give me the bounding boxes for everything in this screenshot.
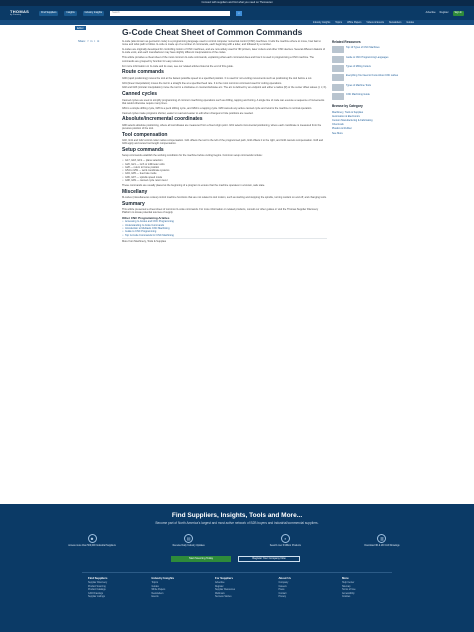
footer-link[interactable]: Guides [151,585,159,588]
section-heading: Route commands [122,69,164,76]
article-link[interactable]: • Accessing G-Codes and CNC Programming [122,220,327,223]
related-item[interactable] [332,46,404,53]
facebook-icon[interactable]: f [87,40,89,43]
footer-link[interactable]: Supplier Resources [215,589,236,592]
subnav-item[interactable]: Topics [335,20,343,24]
article-link[interactable]: • Introduction to Multiaxis CNC Machining [122,227,327,230]
related-heading: Related Resources [332,40,361,44]
start-sourcing-button[interactable]: Start Sourcing Today [171,556,231,562]
footer-link[interactable]: Contact [278,592,287,595]
thumbnail-image [332,74,344,81]
footer-stat-text: Access more than 500,000 Industrial Suppliers [68,545,116,547]
footer-columns [88,577,388,599]
footer-link[interactable]: Careers [278,585,287,588]
footer-link[interactable]: Sitemap [342,585,351,588]
related-item-title: CNC Machining Guide [346,93,370,97]
article-link[interactable]: • Top G-Code Commands for CNC Machining [122,234,327,237]
editor-badge[interactable]: Editor [77,26,84,30]
sidebar [332,40,404,135]
chart-icon: ▥ [377,534,386,543]
footer-column-heading: More [342,576,349,580]
related-item[interactable] [332,74,404,81]
footer-link[interactable]: Supplier Listings [88,595,105,598]
footer-stat [352,534,412,548]
site-footer [0,504,474,632]
thumbnail-image [332,56,344,63]
article-link[interactable]: • Understanding G-Code Commands [122,224,327,227]
subnav-item[interactable]: Industry Insights [312,20,331,24]
paragraph: Canned cycles are used to simplify programming of common machining operations such as drilling, tapping and boring. A single line of code can execute a sequence of movements that would otherwise require many lines. [122,98,325,105]
footer-link[interactable]: Terms of Use [342,589,356,592]
nav-find-suppliers[interactable]: Find Suppliers [41,11,57,15]
paragraph: G81 is a simple drilling cycle, G83 is a peck drilling cycle, and G84 is a tapping cycle. G80 cancels any active canned cycle and returns the machine to normal operation. [122,106,312,110]
logo-subtitle: by Xometry [10,13,22,16]
footer-link[interactable]: Product Catalogs [88,589,106,592]
header-right-links [426,11,464,16]
paragraph: G00 (rapid positioning) moves the tool at the fastest possible speed to a specified position. It is used for non-cutting movements such as positioning the tool before a cut. [122,76,312,80]
footer-stat-text: Receive Daily Industry Updates [172,545,205,547]
footer-link[interactable]: White Papers [151,589,166,592]
search-button[interactable] [236,11,242,16]
list-item: • G96, G97 — spindle speed mode [122,176,327,179]
related-item-title: Everything You Need to Know About CNC Lathes [346,74,399,78]
related-article-links [122,220,327,236]
section-heading: Setup commands [122,147,164,154]
more-articles-heading: Other CNC Programming Articles [122,216,170,221]
doc-icon: ▤ [184,534,193,543]
paragraph: M-codes (miscellaneous codes) control machine functions that are not related to tool motion, such as starting and stopping the spindle, turning coolant on and off, and changing tools. [122,196,327,200]
paragraph: This article presented a cheat sheet of common G-code commands. For more information on related products, consult our other guides or visit the Thomas Supplier Discovery Platform to locate potential sources of supply. [122,208,319,215]
search-icon: ⌕ [281,534,290,543]
paragraph: For more information on G-code and its uses, see our related articles listed at the end of this guide. [122,64,234,68]
thumbnail-image [332,46,344,53]
page-title: G-Code Cheat Sheet of Common Commands [122,27,303,37]
footer-link[interactable]: Press [278,589,285,592]
share-bar [78,40,99,44]
footer-column-heading: Find Suppliers [88,576,108,580]
footer-column-heading: Industry Insights [151,576,175,580]
category-link[interactable]: Machinery, Tools & Supplies [332,110,364,114]
category-link[interactable]: Chemicals [332,122,344,126]
users-icon: ☻ [88,534,97,543]
related-item-title: Top 10 Types of CNC Machines [346,46,380,50]
footer-title: Find Suppliers, Insights, Tools and More... [171,512,303,519]
footer-link[interactable]: Events [151,595,159,598]
see-more-link[interactable]: See More [332,131,343,135]
footer-link[interactable]: Advertise [215,582,225,585]
article-body [122,40,327,245]
thumbnail-image [332,84,344,91]
logo[interactable] [10,10,29,16]
related-item-title: Types of Milling Cutters [346,65,371,69]
thumbnail-image [332,65,344,72]
nav-industry-insights[interactable]: Industry Insights [84,11,103,15]
list-item: • G20, G21 — inch or millimeter units [122,163,327,166]
twitter-icon[interactable]: t [94,40,96,43]
paragraph: More from Machinery, Tools & Supplies [122,240,167,244]
related-item[interactable] [332,93,404,100]
list-item: • G17, G18, G19 — plane selection [122,159,327,162]
footer-column [152,577,198,599]
search-input[interactable]: Search [110,11,230,16]
footer-column [88,577,134,599]
paragraph: Canned cycles make programs shorter, easier to read and easier to edit when changes to hole positions are needed. [122,111,254,115]
paragraph: Setup commands establish the working conditions for the machine before cutting begins. Common setup commands include: [122,154,263,158]
logo-title: THOMAS [10,8,30,14]
category-link[interactable]: Automation & Electronics [332,114,360,118]
paragraph: G-codes are originally developed for controlling motion of CNC machines, and are now widely used for 3D printers, laser cutters and other CNC devices. Several different dialects of G-code exist, and each manufacturer may have slightly different interpretations of the codes. [122,48,325,55]
setup-command-list [122,159,327,182]
paragraph: G01 (linear interpolation) moves the tool in a straight line at a specified feed rate. It is the most common command used for cutting operations. [122,81,282,85]
nav-insights[interactable]: Insights [66,11,75,15]
article-link[interactable]: • Guide to CNC Programming [122,230,327,233]
related-item-title: Types of Machine Tools [346,83,371,87]
footer-link[interactable]: Company [278,582,289,585]
section-heading: Absolute/incremental coordinates [122,116,203,123]
paragraph: G02 and G03 (circular interpolation) move the tool in a clockwise or counterclockwise arc. The arc is defined by an endpoint and either a radius (R) or the center offset values (I, J, K). [122,86,327,90]
footer-subtitle: Become part of North America's largest and most active network of B2B buyers and industrial/commercial suppliers. [155,521,319,525]
section-heading: Tool compensation [122,131,168,138]
list-item: • G98, G99 — canned cycle return level [122,179,327,182]
thumbnail-image [332,93,344,100]
related-list [332,46,404,100]
divider [122,238,327,239]
footer-link[interactable]: Cookies [342,595,351,598]
category-list [332,111,404,131]
share-label: Share: [78,40,86,43]
footer-link[interactable]: Accessibility [342,592,355,595]
related-item[interactable] [332,84,404,91]
site-header [0,6,474,20]
footer-stat [255,534,315,548]
list-item: • G28 — return to home position [122,166,327,169]
category-link[interactable]: Plastics & Rubber [332,126,352,130]
register-company-button[interactable]: Register Your Company Now [238,556,300,562]
footer-column-heading: For Suppliers [215,576,234,580]
advertise-link[interactable]: Advertise [425,11,436,15]
search-icon: ⌕ [238,10,240,15]
linkedin-icon[interactable]: in [90,40,93,43]
footer-column [342,577,388,599]
sign-in-button[interactable]: Sign In [454,11,462,15]
footer-link[interactable]: Supplier Discovery [88,582,108,585]
sub-navigation [0,20,474,25]
category-link[interactable]: Custom Manufacturing & Fabricating [332,118,373,122]
footer-stat [159,534,219,548]
footer-link[interactable]: Product Sourcing [88,585,106,588]
footer-column [279,577,325,599]
paragraph: This article provides a cheat sheet of the most common G-code commands, explaining what each command does and how it is used in programming a CNC machine. The commands are grouped by function for easy reference. [122,56,314,63]
related-item-title: Guide to CNC Programming Languages [346,55,389,59]
footer-stats [62,534,412,548]
email-icon[interactable]: ✉ [97,40,100,43]
footer-link[interactable]: Topics [151,582,159,585]
main-content [75,26,407,503]
footer-stat-text: Search over 6 Million Products [269,545,301,547]
subnav-item[interactable]: Guides [406,20,414,24]
section-heading: Summary [122,200,145,207]
paragraph: These commands are usually placed at the beginning of a program to ensure that the machine operates in a known, safe state. [122,183,265,187]
footer-link[interactable]: Register [215,585,224,588]
footer-link[interactable]: CAD Drawings [88,592,104,595]
footer-link[interactable]: Privacy [278,595,287,598]
subnav-item[interactable]: White Papers [347,20,362,24]
category-section [332,104,404,135]
related-item[interactable] [332,65,404,72]
footer-link[interactable]: Webinars [215,592,225,595]
section-heading: Canned cycles [122,91,158,98]
footer-link[interactable]: Help Center [342,582,355,585]
footer-stat [62,534,122,548]
paragraph: G90 selects absolute positioning, where all coordinates are measured from a fixed origin point. G91 selects incremental positioning, where each coordinate is measured from the previous position of the tool. [122,123,322,130]
paragraph: G-code (also known as geometric code) is a programming language used to control computer numerical control (CNC) machines. It tells the machine where to move, how fast to move and what path to follow. G-code is made up of a number of commands, each beginning with a letter, and followed by a number. [122,40,321,47]
paragraph: G40, G41 and G42 control cutter radius compensation. G41 offsets the tool to the left of the programmed path, G42 offsets it to the right, and G40 cancels compensation. G43 and G49 apply and cancel tool length compensation. [122,139,324,146]
register-link[interactable]: Register [439,11,449,15]
footer-link[interactable]: Newsletters [151,592,164,595]
related-item[interactable] [332,56,404,63]
category-heading: Browse by Category [332,104,363,109]
announcement-text: Connect with suppliers and find what you need on Thomasnet [201,1,273,5]
subnav-item[interactable]: Newsletters [388,20,402,24]
subnav-item[interactable]: Videos & Events [366,20,384,24]
list-item: • G54 to G59 — work coordinate systems [122,169,327,172]
footer-link[interactable]: Success Stories [215,595,232,598]
footer-column-heading: About Us [278,576,291,580]
list-item: • G94, G95 — feed rate mode [122,172,327,175]
footer-stat-text: Download 3D & 2D CAD Drawings [364,545,400,547]
footer-column [215,577,261,599]
section-heading: Miscellany [122,188,148,195]
